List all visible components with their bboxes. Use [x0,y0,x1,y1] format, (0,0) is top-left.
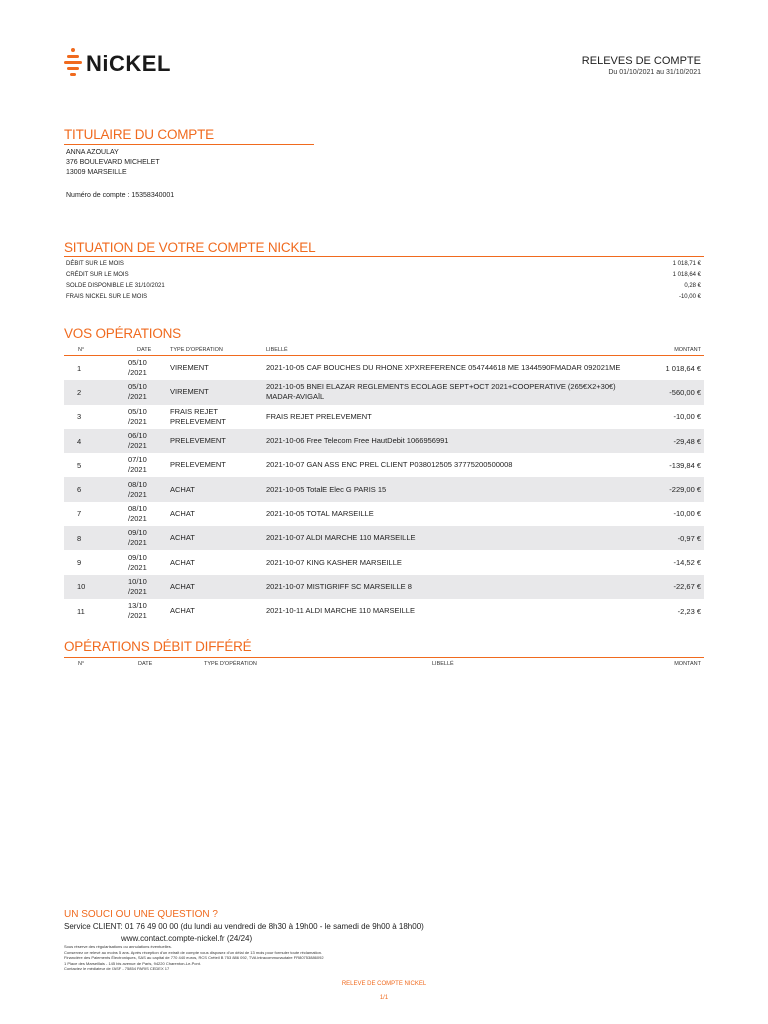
operation-amount: -139,84 € [669,460,701,470]
summary-row-balance [64,281,704,292]
operation-type: ACHAT [170,533,195,543]
legal-notice [64,944,324,972]
table-row [64,526,704,550]
holder-address [66,148,160,178]
operation-number: 2 [77,387,82,397]
operation-amount: -2,23 € [677,606,701,616]
operation-date: 13/10 /2021 [128,601,147,621]
table-row [64,477,704,501]
table-row [64,429,704,453]
operation-label: 2021-10-11 ALDI MARCHE 110 MARSEILLE [266,606,415,616]
document-title: RELEVES DE COMPTE [581,55,701,67]
operation-label: 2021-10-07 ALDI MARCHE 110 MARSEILLE [266,533,416,543]
operations-table-body [64,356,704,623]
table-row [64,453,704,477]
holder-address-line1: 376 BOULEVARD MICHELET [66,159,160,166]
header-type: TYPE D'OPÉRATION [204,660,257,667]
header-no: N° [78,660,85,667]
situation-section-title: SITUATION DE VOTRE COMPTE NICKEL [64,240,316,255]
document-header [582,55,701,76]
header-label: LIBELLÉ [266,346,288,353]
operation-amount: -229,00 € [669,485,701,495]
header-amount: MONTANT [674,660,701,667]
deferred-table-header [64,657,704,669]
operation-label: 2021-10-07 GAN ASS ENC PREL CLIENT P038012505 37775200500008 [266,460,513,470]
summary-value: -10,00 € [678,294,701,300]
operation-amount: -560,00 € [669,387,701,397]
table-row [64,502,704,526]
situation-divider [64,256,704,257]
table-row [64,405,704,429]
legal-line: 1 Place des Marseillais - 145 bis avenue de Paris, 94220 Charenton-Le-Pont. [64,960,201,966]
operation-label: 2021-10-05 CAF BOUCHES DU RHONE XPXREFERENCE 054744618 ME 1344590FMADAR 092021ME [266,363,621,373]
nickel-logo [64,48,171,80]
table-row [64,380,704,404]
table-row [64,356,704,380]
holder-address-line2: 13009 MARSEILLE [66,169,127,176]
operation-amount: -0,97 € [677,533,701,543]
holder-divider [64,144,314,145]
operation-number: 8 [77,533,82,543]
summary-label: FRAIS NICKEL SUR LE MOIS [66,294,148,300]
table-row [64,599,704,623]
legal-line: Sous réserve des régularisations ou annulations éventuelles. [64,944,172,949]
operation-label: 2021-10-07 MISTIGRIFF SC MARSEILLE 8 [266,581,412,591]
operation-label: 2021-10-05 TotalE Elec G PARIS 15 [266,484,387,494]
header-no: N° [78,346,85,353]
header-date: DATE [138,660,153,667]
operation-type: FRAIS REJET PRELEVEMENT [170,406,226,426]
summary-row-credit [64,270,704,281]
operation-amount: -10,00 € [673,509,701,519]
summary-row-debit [64,259,704,270]
holder-name: ANNA AZOULAY [66,149,119,156]
operation-type: VIREMENT [170,387,209,397]
header-label: LIBELLÉ [432,660,454,667]
operation-type: ACHAT [170,557,195,567]
operation-type: ACHAT [170,484,195,494]
page-number: 1/1 [379,995,389,1001]
deferred-section-title: OPÉRATIONS DÉBIT DIFFÉRÉ [64,639,252,654]
operation-type: VIREMENT [170,363,209,373]
table-row [64,550,704,574]
operation-label: 2021-10-07 KING KASHER MARSEILLE [266,557,402,567]
operation-type: ACHAT [170,508,195,518]
summary-label: CRÉDIT SUR LE MOIS [66,272,129,278]
operation-date: 10/10 /2021 [128,576,147,596]
operation-number: 5 [77,460,82,470]
operation-date: 05/10 /2021 [128,358,147,378]
summary-row-fees [64,292,704,303]
operation-date: 08/10 /2021 [128,479,147,499]
operation-number: 11 [77,606,85,616]
operation-date: 06/10 /2021 [128,431,147,451]
operation-date: 08/10 /2021 [128,503,147,523]
table-row [64,575,704,599]
operation-type: PRELEVEMENT [170,460,226,470]
operation-label: 2021-10-06 Free Telecom Free HautDebit 1066956991 [266,436,449,446]
summary-value: 1 018,71 € [672,261,701,267]
operation-date: 05/10 /2021 [128,382,147,402]
operations-table [64,344,704,623]
operation-label: FRAIS REJET PRELEVEMENT [266,411,372,421]
operation-amount: -10,00 € [673,412,701,422]
footer-document-name: RELEVE DE COMPTE NICKEL [341,981,427,987]
operation-date: 07/10 /2021 [128,455,147,475]
logo-text: NiCKEL [86,51,171,76]
header-amount: MONTANT [674,346,701,353]
legal-line: Contactez le médiateur de l'ASF - 75854 PARIS CEDEX 17 [64,966,170,971]
operation-label: 2021-10-05 TOTAL MARSEILLE [266,508,374,518]
support-website-link[interactable]: www.contact.compte-nickel.fr (24/24) [121,934,253,943]
holder-section-title: TITULAIRE DU COMPTE [64,127,214,142]
operation-number: 10 [77,582,86,592]
operation-amount: -29,48 € [673,436,701,446]
operation-number: 3 [77,412,82,422]
header-type: TYPE D'OPÉRATION [170,346,223,353]
operation-number: 6 [77,485,82,495]
operation-date: 09/10 /2021 [128,528,147,548]
legal-line: Conservez ce relevé au moins 5 ans. Après réception d'un extrait de compte vous disposez d'un délai de 13 mois pour formuler toute réclamation. [64,949,323,955]
operations-table-header [64,344,704,356]
account-summary [64,259,704,303]
operation-amount: 1 018,64 € [665,363,701,373]
operation-type: ACHAT [170,581,195,591]
operation-number: 1 [77,363,82,373]
statement-period: Du 01/10/2021 au 31/10/2021 [608,69,701,76]
account-number: Numéro de compte : 15358340001 [66,192,175,199]
nickel-logo-icon [64,48,82,80]
summary-label: SOLDE DISPONIBLE LE 31/10/2021 [66,283,165,289]
operation-type: PRELEVEMENT [170,436,226,446]
support-title: UN SOUCI OU UNE QUESTION ? [64,909,218,920]
operation-number: 9 [77,558,82,568]
header-date: DATE [137,346,152,353]
operation-label: 2021-10-05 BNEI ELAZAR REGLEMENTS ECOLAGE SEPT+OCT 2021+COOPERATIVE (265€X2+30€) MADAR-AVIGAÏL [266,382,616,402]
operation-amount: -14,52 € [673,558,701,568]
operation-type: ACHAT [170,606,195,616]
summary-value: 1 018,64 € [672,272,701,278]
operation-number: 7 [77,509,82,519]
operation-amount: -22,67 € [673,582,701,592]
summary-label: DÉBIT SUR LE MOIS [66,261,124,267]
operations-section-title: VOS OPÉRATIONS [64,326,181,341]
operation-number: 4 [77,436,82,446]
customer-service: Service CLIENT: 01 76 49 00 00 (du lundi au vendredi de 8h30 à 19h00 - le samedi de 9h00 à 18h00) [64,922,424,931]
operation-date: 05/10 /2021 [128,406,147,426]
legal-line: Financière des Paiements Électroniques, SAS au capital de 770 440 euros, RCS Créteil B 753 886 092, TVA intracommunautaire FR80753886092 [64,955,324,960]
operation-date: 09/10 /2021 [128,552,147,572]
summary-value: 0,28 € [684,283,701,289]
